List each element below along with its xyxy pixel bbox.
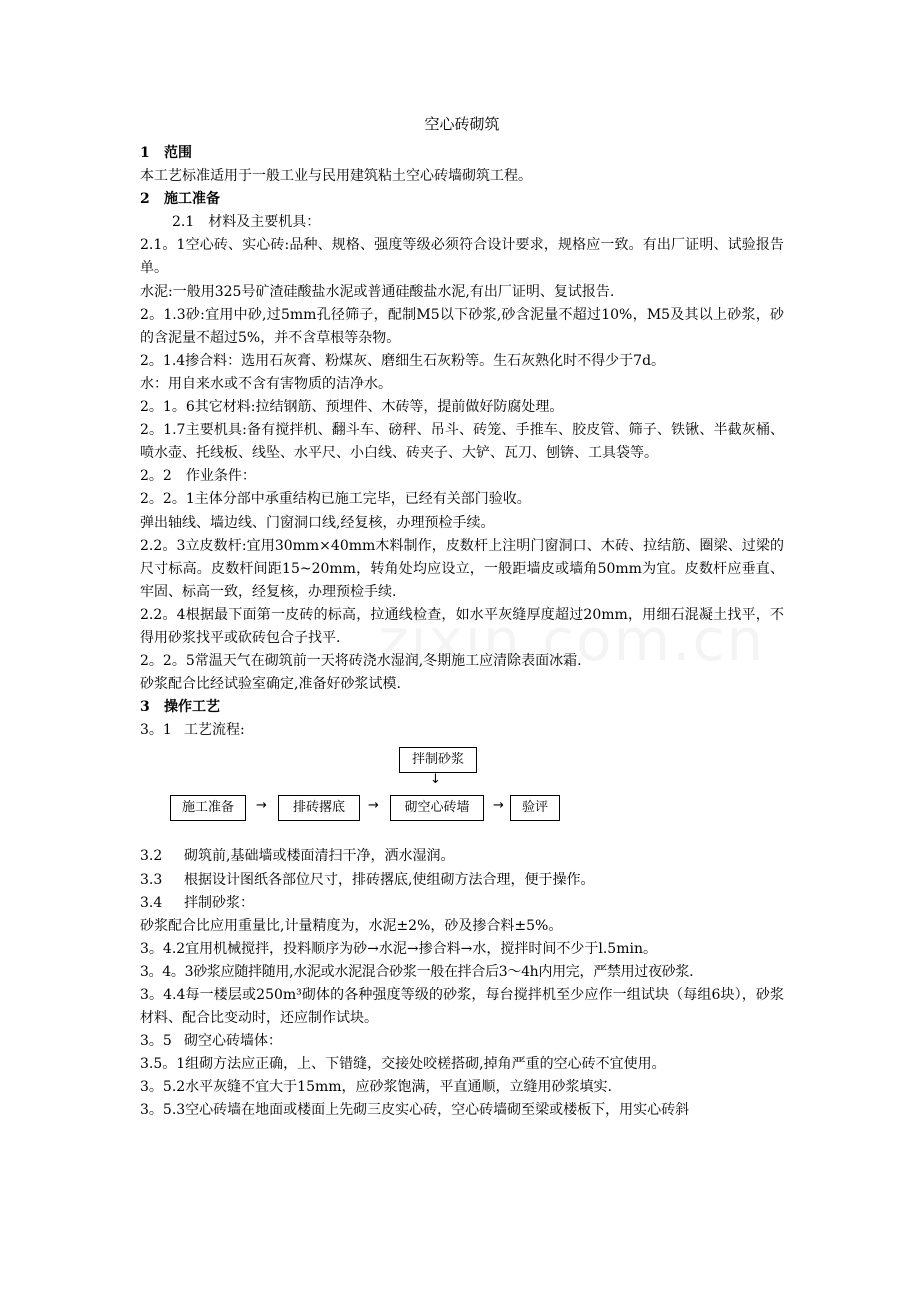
paragraph: 2。1.7主要机具:备有搅拌机、翻斗车、磅秤、吊斗、砖笼、手推车、胶皮管、筛子、铁锹、半截灰桶、喷水壶、托线板、线坠、水平尺、小白线、砖夹子、大铲、瓦刀、刨锛、工具袋等。	[140, 422, 784, 462]
flow-box-step-1: 施工准备	[170, 795, 246, 821]
flow-arrow-right: →	[493, 798, 504, 814]
paragraph: 2.2。3立皮数杆:宜用30mm×40mm木料制作，皮数杆上注明门窗洞口、木砖、拉结筋、圈梁、过梁的尺寸标高。皮数杆间距15~20mm，转角处均应设立，一般距墙皮或墙角50mm为宜。皮数杆应垂直、牢固、标高一致，经复核，办理预检手续.	[140, 537, 784, 600]
paragraph: 2。1.4掺合料：选用石灰膏、粉煤灰、磨细生石灰粉等。生石灰熟化时不得少于7d。	[140, 352, 666, 369]
paragraph: 2。1。6其它材料:拉结钢筋、预埋件、木砖等，提前做好防腐处理。	[140, 399, 564, 416]
paragraph: 水泥:一般用325号矿渣硅酸盐水泥或普通硅酸盐水泥,有出厂证明、复试报告.	[140, 283, 615, 300]
document-title: 空心砖砌筑	[424, 115, 500, 133]
flow-box-step-4: 验评	[510, 795, 560, 821]
flow-arrow-down: ↓	[430, 772, 441, 788]
flow-box-step-3: 砌空心砖墙	[390, 795, 484, 821]
section-heading-3: 3 操作工艺	[140, 699, 220, 716]
subsection-heading: 2.1 材料及主要机具：	[172, 214, 321, 231]
paragraph: 2.1。1空心砖、实心砖:品种、规格、强度等级必须符合设计要求，规格应一致。有出厂证明、试验报告单。	[140, 237, 784, 277]
section-heading-1: 1 范围	[140, 145, 192, 161]
paragraph: 3。4。3砂浆应随拌随用,水泥或水泥混合砂浆一般在拌合后3～4h内用完，严禁用过夜砂浆.	[140, 963, 694, 980]
paragraph: 3.2 砌筑前,基础墙或楼面清扫干净，洒水湿润。	[140, 848, 455, 865]
paragraph: 2。2。5常温天气在砌筑前一天将砖浇水湿润,冬期施工应清除表面冰霜.	[140, 653, 582, 670]
subsection-heading: 2。2 作业条件：	[140, 468, 256, 485]
paragraph: 3。5.2水平灰缝不宜大于15mm，应砂浆饱满，平直通顺，立缝用砂浆填实.	[140, 1079, 612, 1096]
paragraph: 3。5.3空心砖墙在地面或楼面上先砌三皮实心砖，空心砖墙砌至梁或楼板下，用实心砖斜	[140, 1102, 690, 1119]
subsection-heading: 3。1 工艺流程:	[140, 722, 245, 739]
flow-arrow-right: →	[368, 798, 379, 814]
paragraph: 3.4 拌制砂浆：	[140, 894, 254, 911]
paragraph: 3。4.2宜用机械搅拌，投料顺序为砂→水泥→掺合料→水，搅拌时间不少于l.5min。	[140, 940, 657, 957]
paragraph: 3。4.4每一楼层或250m³砌体的各种强度等级的砂浆，每台搅拌机至少应作一组试块（每组6块），砂浆材料、配合比变动时，还应制作试块。	[140, 987, 784, 1027]
paragraph: 3.5。1组砌方法应正确，上、下错缝，交接处咬槎搭砌,掉角严重的空心砖不宜使用。	[140, 1056, 666, 1073]
document-page	[140, 112, 784, 1123]
paragraph: 砂浆配合比应用重量比,计量精度为，水泥±2%，砂及掺合料±5%。	[140, 917, 563, 934]
process-flow-chart	[140, 745, 784, 837]
paragraph: 3。5 砌空心砖墙体：	[140, 1033, 282, 1050]
section-heading-2: 2 施工准备	[140, 191, 220, 208]
paragraph: 2。1.3砂:宜用中砂,过5mm孔径筛子，配制M5以下砂浆,砂含泥量不超过10%，M5及其以上砂浆，砂的含泥量不超过5%，并不含草根等杂物。	[140, 306, 784, 346]
paragraph: 2.2。4根据最下面第一皮砖的标高，拉通线检查，如水平灰缝厚度超过20mm，用细石混凝土找平，不得用砂浆找平或砍砖包合子找平.	[140, 606, 784, 646]
flow-box-mix-mortar: 拌制砂浆	[399, 747, 477, 773]
paragraph: 本工艺标准适用于一般工业与民用建筑粘土空心砖墙砌筑工程。	[140, 168, 532, 185]
paragraph: 3.3 根据设计图纸各部位尺寸，排砖撂底,使组砌方法合理，便于操作。	[140, 871, 595, 888]
paragraph: 2。2。1主体分部中承重结构已施工完毕，已经有关部门验收。	[140, 491, 531, 508]
flow-arrow-right: →	[256, 798, 267, 814]
paragraph: 弹出轴线、墙边线、门窗洞口线,经复核，办理预检手续。	[140, 514, 495, 531]
flow-box-step-2: 排砖撂底	[278, 795, 360, 821]
paragraph: 水：用自来水或不含有害物质的洁净水。	[140, 375, 392, 392]
paragraph: 砂浆配合比经试验室确定,准备好砂浆试模.	[140, 676, 401, 693]
